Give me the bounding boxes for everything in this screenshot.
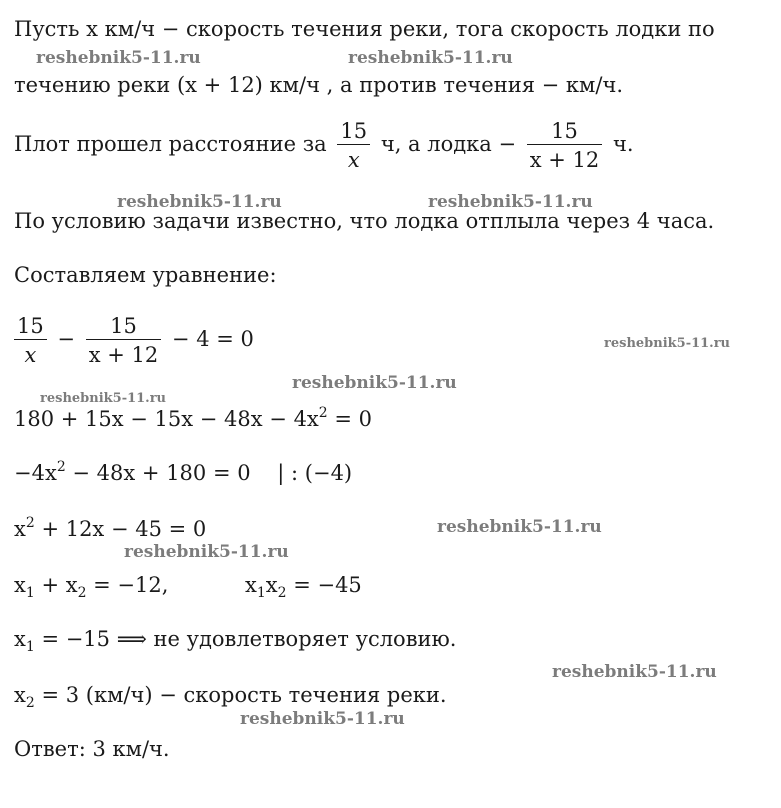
equation-fraction-1 bbox=[14, 313, 47, 368]
subscript: 1 bbox=[25, 585, 35, 601]
subscript: 2 bbox=[277, 585, 287, 601]
watermark: reshebnik5-11.ru bbox=[124, 542, 289, 562]
vieta-product bbox=[245, 572, 362, 601]
vieta-sum bbox=[14, 572, 169, 601]
var-x: x bbox=[245, 573, 257, 597]
root-1-text: = −15 ⟹ не удовлетворяет условию. bbox=[34, 627, 457, 651]
text-line-1: Пусть x км/ч − скорость течения реки, тога скорость лодки по bbox=[14, 17, 715, 41]
fraction-denominator: x bbox=[337, 144, 370, 173]
equation-rest: − 4 = 0 bbox=[171, 327, 254, 351]
eq3-part-a: −4x bbox=[14, 461, 57, 485]
eq2-part-b: = 0 bbox=[327, 407, 373, 431]
equation-1 bbox=[10, 313, 254, 368]
equation-4 bbox=[14, 516, 206, 542]
watermark: reshebnik5-11.ru bbox=[437, 517, 602, 537]
exponent: 2 bbox=[56, 459, 66, 475]
fraction-denominator: x + 12 bbox=[527, 144, 603, 173]
subscript: 2 bbox=[25, 695, 35, 711]
text-line-5: Составляем уравнение: bbox=[14, 263, 277, 287]
eq4-part-b: + 12x − 45 = 0 bbox=[34, 517, 207, 541]
answer-line: Ответ: 3 км/ч. bbox=[14, 737, 170, 761]
var-x: x bbox=[265, 573, 278, 597]
text-line-4: По условию задачи известно, что лодка отплыла через 4 часа. bbox=[14, 209, 715, 233]
equation-minus: − bbox=[57, 327, 76, 351]
watermark: reshebnik5-11.ru bbox=[36, 48, 201, 68]
subscript: 2 bbox=[77, 585, 87, 601]
fraction-denominator: x bbox=[14, 339, 47, 368]
line3-prefix: Плот прошел расстояние за bbox=[14, 132, 327, 156]
watermark: reshebnik5-11.ru bbox=[40, 391, 167, 406]
text-line-2: течению реки (x + 12) км/ч , а против течения − км/ч. bbox=[14, 73, 624, 97]
fraction-numerator: 15 bbox=[340, 119, 368, 143]
line3-middle: ч, а лодка − bbox=[380, 132, 517, 156]
fraction-raft-time bbox=[337, 118, 370, 173]
var-x: x bbox=[14, 627, 26, 651]
line3-suffix: ч. bbox=[612, 132, 634, 156]
watermark: reshebnik5-11.ru bbox=[428, 192, 593, 212]
var-x: x bbox=[14, 573, 26, 597]
vieta-sum-value: = −12, bbox=[86, 573, 169, 597]
eq3-part-b: − 48x + 180 = 0 | : (−4) bbox=[65, 461, 353, 485]
vieta-plus: + x bbox=[34, 573, 78, 597]
subscript: 1 bbox=[25, 639, 35, 655]
text-line-3 bbox=[14, 118, 634, 173]
fraction-boat-time bbox=[527, 118, 603, 173]
root-2-text: = 3 (км/ч) − скорость течения реки. bbox=[34, 683, 447, 707]
equation-2 bbox=[14, 406, 372, 432]
watermark: reshebnik5-11.ru bbox=[552, 662, 717, 682]
watermark: reshebnik5-11.ru bbox=[240, 709, 405, 729]
equation-3 bbox=[14, 460, 352, 486]
eq2-part-a: 180 + 15x − 15x − 48x − 4x bbox=[14, 407, 319, 431]
watermark: reshebnik5-11.ru bbox=[117, 192, 282, 212]
watermark: reshebnik5-11.ru bbox=[604, 336, 731, 351]
root-1 bbox=[14, 626, 457, 655]
subscript: 1 bbox=[256, 585, 266, 601]
root-2 bbox=[14, 682, 447, 711]
watermark: reshebnik5-11.ru bbox=[348, 48, 513, 68]
fraction-numerator: 15 bbox=[551, 119, 578, 143]
fraction-denominator: x + 12 bbox=[86, 339, 162, 368]
fraction-numerator: 15 bbox=[17, 314, 44, 338]
exponent: 2 bbox=[318, 405, 328, 421]
watermark: reshebnik5-11.ru bbox=[292, 373, 457, 393]
eq4-part-a: x bbox=[14, 517, 26, 541]
fraction-numerator: 15 bbox=[110, 314, 137, 338]
equation-fraction-2 bbox=[86, 313, 162, 368]
vieta-product-value: = −45 bbox=[286, 573, 362, 597]
var-x: x bbox=[14, 683, 26, 707]
exponent: 2 bbox=[25, 515, 35, 531]
